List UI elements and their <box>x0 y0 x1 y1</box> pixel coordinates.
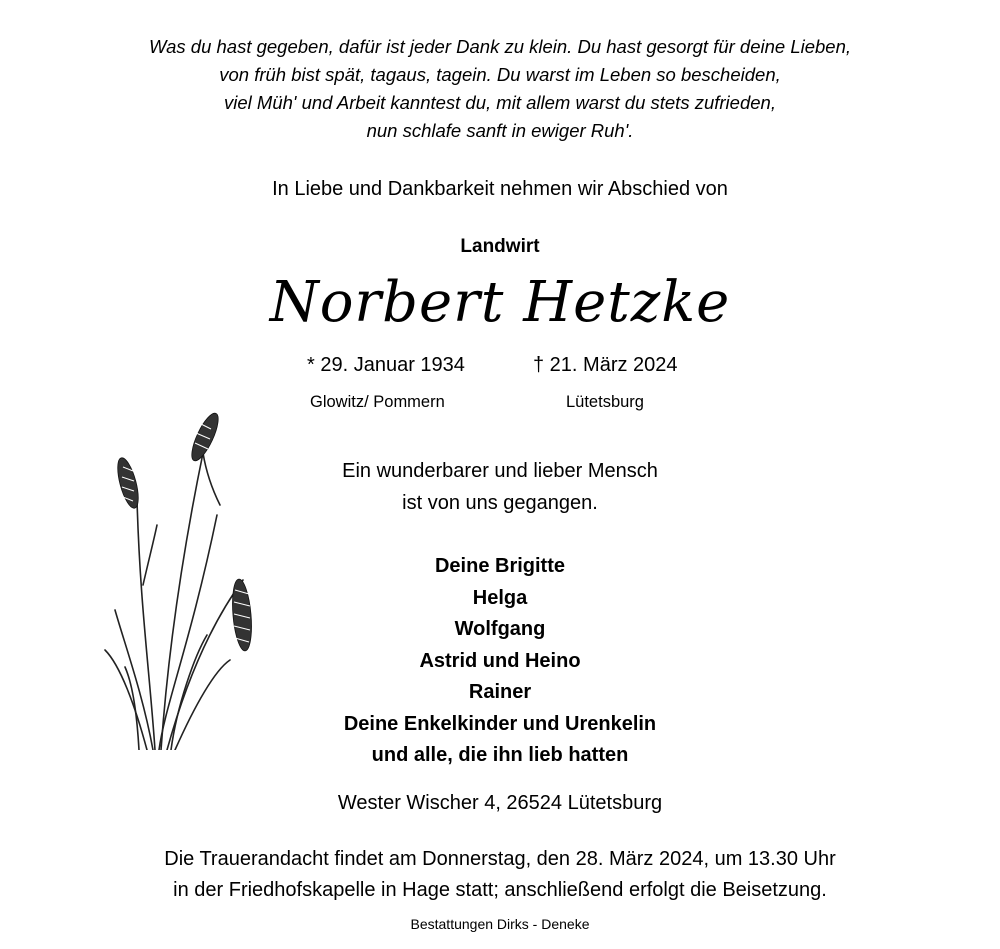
death-place: Lütetsburg <box>566 393 644 411</box>
mourner-name: Deine Enkelkinder und Urenkelin <box>343 712 657 735</box>
mourner-name: Astrid und Heino <box>419 649 581 672</box>
service-line: in der Friedhofskapelle in Hage statt; anschließend erfolgt die Beisetzung. <box>173 879 827 901</box>
poem-line: von früh bist spät, tagaus, tagein. Du warst im Leben so bescheiden, <box>219 64 781 85</box>
deceased-title: Landwirt <box>460 236 540 257</box>
death-date: † 21. März 2024 <box>533 354 678 376</box>
service-info <box>0 844 1000 906</box>
poem-line: nun schlafe sanft in ewiger Ruh'. <box>366 120 634 141</box>
mourner-name: und alle, die ihn lieb hatten <box>371 744 629 766</box>
message-line: ist von uns gegangen. <box>402 492 598 514</box>
birth-place: Glowitz/ Pommern <box>310 393 445 411</box>
birth-date: * 29. Januar 1934 <box>307 354 465 376</box>
mourner-name: Wolfgang <box>454 618 546 640</box>
undertaker-name: Bestattungen Dirks - Deneke <box>410 916 590 932</box>
poem-line: viel Müh' und Arbeit kanntest du, mit allem warst du stets zufrieden, <box>224 92 776 113</box>
message <box>0 455 1000 519</box>
service-line: Die Trauerandacht findet am Donnerstag, den 28. März 2024, um 13.30 Uhr <box>164 848 836 870</box>
family-address: Wester Wischer 4, 26524 Lütetsburg <box>337 792 663 814</box>
deceased-name: Norbert Hetzke <box>269 270 731 335</box>
mourner-name: Helga <box>472 586 528 609</box>
message-line: Ein wunderbarer und lieber Mensch <box>342 460 658 482</box>
poem-line: Was du hast gegeben, dafür ist jeder Dank zu klein. Du hast gesorgt für deine Lieben, <box>148 36 852 57</box>
poem <box>0 33 1000 145</box>
mourner-name: Deine Brigitte <box>434 555 566 577</box>
intro-text: In Liebe und Dankbarkeit nehmen wir Abschied von <box>272 178 728 200</box>
mourners-list <box>0 551 1000 772</box>
mourner-name: Rainer <box>468 681 532 703</box>
